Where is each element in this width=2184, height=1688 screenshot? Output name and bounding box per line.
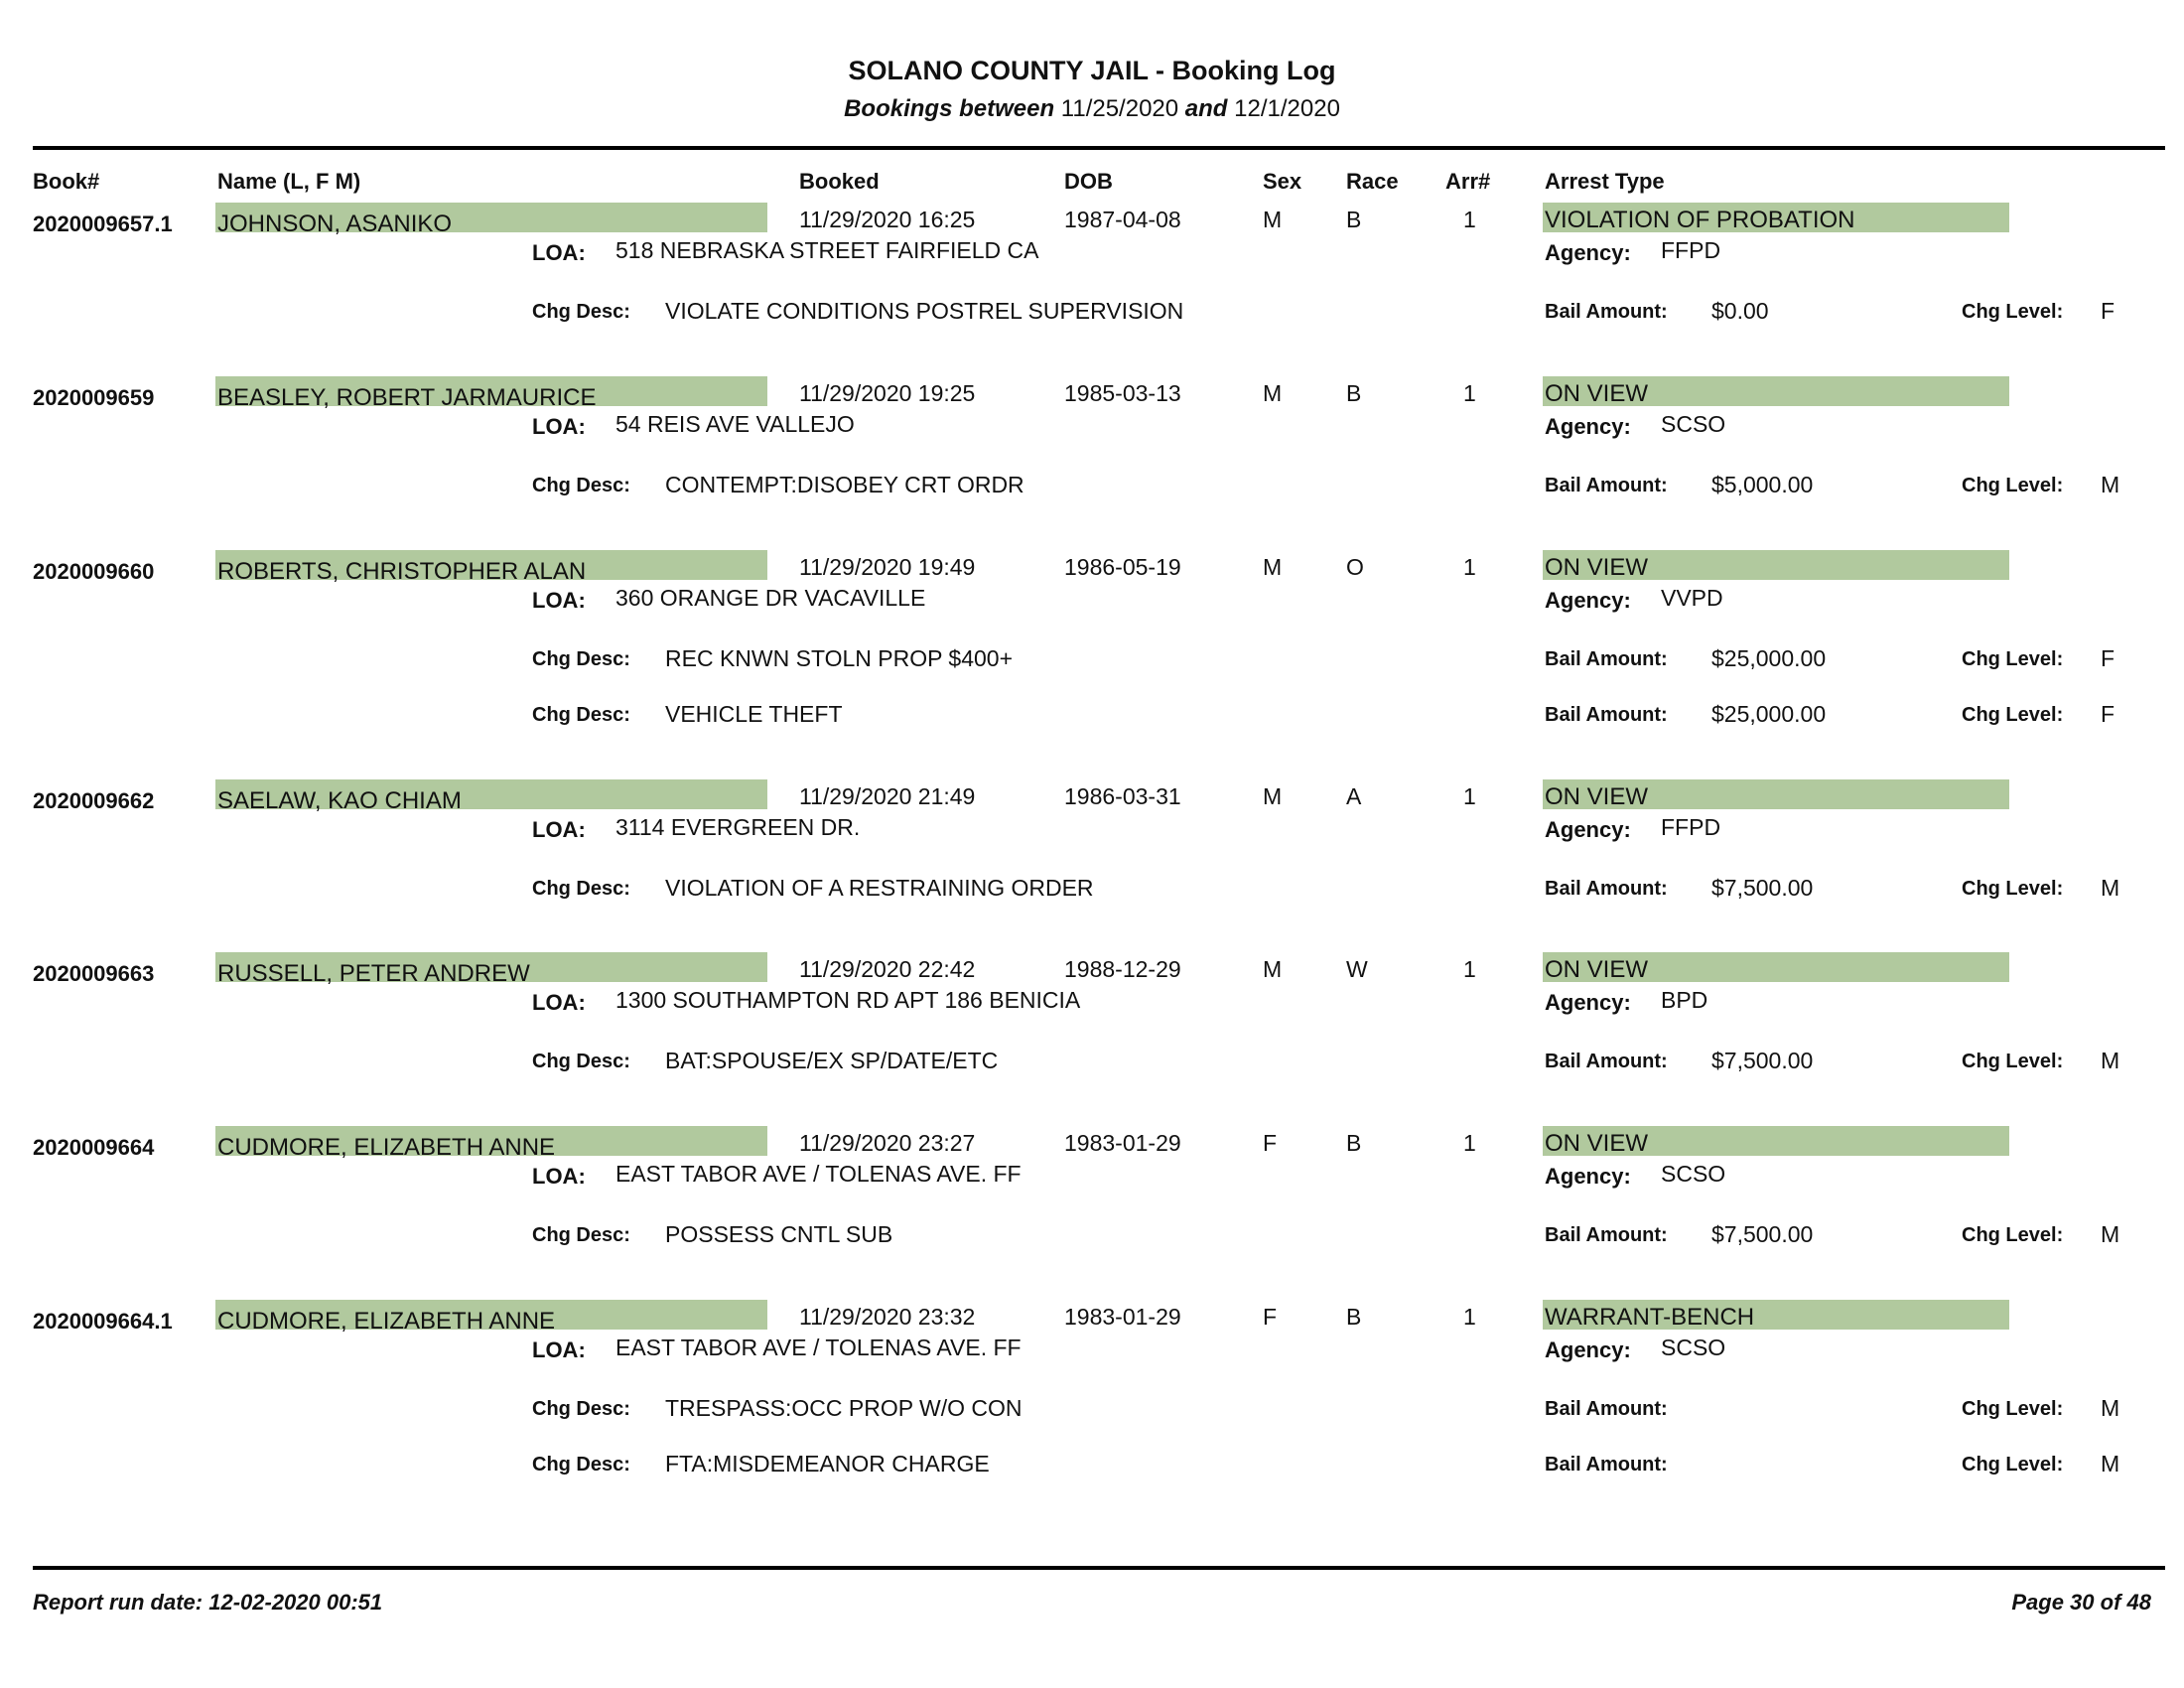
agency-label: Agency: — [1545, 990, 1631, 1015]
loa-label: LOA: — [532, 414, 586, 439]
loa-label: LOA: — [532, 588, 586, 613]
charge-row — [0, 1048, 2184, 1087]
agency-value: VVPD — [1661, 585, 1723, 611]
arrest-type: ON VIEW — [1545, 380, 1649, 407]
sex-value: M — [1263, 783, 1283, 809]
bail-amount: $7,500.00 — [1711, 1221, 1814, 1247]
arrest-count: 1 — [1463, 207, 1476, 232]
charge-level-label: Chg Level: — [1962, 1454, 2064, 1476]
race-value: B — [1346, 207, 1362, 232]
booked-datetime: 11/29/2020 19:49 — [799, 554, 976, 580]
location-of-arrest: 3114 EVERGREEN DR. — [615, 814, 861, 840]
charge-level: M — [2101, 1451, 2120, 1477]
agency-value: SCSO — [1661, 1161, 1726, 1187]
charge-description: FTA:MISDEMEANOR CHARGE — [665, 1451, 990, 1477]
page-number: Page 30 of 48 — [2011, 1590, 2151, 1615]
bail-amount-label: Bail Amount: — [1545, 878, 1668, 900]
booked-datetime: 11/29/2020 16:25 — [799, 207, 976, 232]
date-range-end: 12/1/2020 — [1234, 95, 1340, 122]
charge-description: BAT:SPOUSE/EX SP/DATE/ETC — [665, 1048, 999, 1073]
book-number: 2020009663 — [33, 961, 155, 986]
inmate-name: ROBERTS, CHRISTOPHER ALAN — [217, 558, 587, 585]
book-number: 2020009664 — [33, 1135, 155, 1160]
agency-label: Agency: — [1545, 240, 1631, 265]
race-value: B — [1346, 1304, 1362, 1330]
charge-level-label: Chg Level: — [1962, 648, 2064, 670]
booked-datetime: 11/29/2020 22:42 — [799, 956, 976, 982]
charge-level-label: Chg Level: — [1962, 704, 2064, 726]
agency-label: Agency: — [1545, 1164, 1631, 1189]
date-of-birth: 1983-01-29 — [1064, 1130, 1181, 1156]
arrest-type: VIOLATION OF PROBATION — [1545, 207, 1855, 233]
charge-desc-label: Chg Desc: — [532, 704, 630, 726]
bail-amount-label: Bail Amount: — [1545, 648, 1668, 670]
inmate-name: BEASLEY, ROBERT JARMAURICE — [217, 384, 597, 411]
race-value: B — [1346, 380, 1362, 406]
bail-amount-label: Bail Amount: — [1545, 1051, 1668, 1072]
agency-label: Agency: — [1545, 1337, 1631, 1362]
bail-amount-label: Bail Amount: — [1545, 1398, 1668, 1420]
location-of-arrest: 54 REIS AVE VALLEJO — [615, 411, 855, 437]
loa-label: LOA: — [532, 990, 586, 1015]
col-race: Race — [1346, 169, 1399, 194]
charge-description: POSSESS CNTL SUB — [665, 1221, 893, 1247]
book-number: 2020009662 — [33, 788, 155, 813]
inmate-name: RUSSELL, PETER ANDREW — [217, 960, 530, 987]
report-title: SOLANO COUNTY JAIL - Booking Log — [848, 56, 1336, 85]
charge-level: F — [2101, 645, 2116, 671]
report-run-date: Report run date: 12-02-2020 00:51 — [33, 1590, 383, 1615]
loa-label: LOA: — [532, 817, 586, 842]
date-range-start: 11/25/2020 — [1060, 95, 1179, 122]
race-value: W — [1346, 956, 1368, 982]
location-of-arrest: EAST TABOR AVE / TOLENAS AVE. FF — [615, 1161, 1022, 1187]
charge-description: VIOLATION OF A RESTRAINING ORDER — [665, 875, 1094, 901]
booking-record — [0, 203, 2184, 352]
loa-label: LOA: — [532, 1337, 586, 1362]
date-of-birth: 1988-12-29 — [1064, 956, 1181, 982]
col-sex: Sex — [1263, 169, 1302, 194]
arrest-count: 1 — [1463, 956, 1476, 982]
booked-datetime: 11/29/2020 23:27 — [799, 1130, 976, 1156]
inmate-name: JOHNSON, ASANIKO — [217, 211, 453, 237]
agency-label: Agency: — [1545, 817, 1631, 842]
arrest-type: WARRANT-BENCH — [1545, 1304, 1755, 1331]
charge-desc-label: Chg Desc: — [532, 1454, 630, 1476]
agency-label: Agency: — [1545, 588, 1631, 613]
book-number: 2020009664.1 — [33, 1309, 173, 1334]
charge-row — [0, 1451, 2184, 1490]
col-arrest-type: Arrest Type — [1545, 169, 1665, 194]
agency-value: SCSO — [1661, 1335, 1726, 1360]
date-of-birth: 1983-01-29 — [1064, 1304, 1181, 1330]
sex-value: F — [1263, 1304, 1278, 1330]
race-value: B — [1346, 1130, 1362, 1156]
location-of-arrest: 360 ORANGE DR VACAVILLE — [615, 585, 926, 611]
bail-amount-label: Bail Amount: — [1545, 1454, 1668, 1476]
col-arr: Arr# — [1445, 169, 1491, 194]
charge-row — [0, 1395, 2184, 1435]
charge-desc-label: Chg Desc: — [532, 301, 630, 323]
arrest-count: 1 — [1463, 1304, 1476, 1330]
booked-datetime: 11/29/2020 23:32 — [799, 1304, 976, 1330]
charge-description: VEHICLE THEFT — [665, 701, 843, 727]
inmate-name: SAELAW, KAO CHIAM — [217, 787, 462, 814]
booking-record — [0, 952, 2184, 1101]
sex-value: F — [1263, 1130, 1278, 1156]
charge-desc-label: Chg Desc: — [532, 1051, 630, 1072]
charge-row — [0, 298, 2184, 338]
arrest-count: 1 — [1463, 1130, 1476, 1156]
bail-amount: $0.00 — [1711, 298, 1769, 324]
race-value: O — [1346, 554, 1364, 580]
arrest-type: ON VIEW — [1545, 554, 1649, 581]
bail-amount-label: Bail Amount: — [1545, 1224, 1668, 1246]
charge-desc-label: Chg Desc: — [532, 1224, 630, 1246]
booking-record — [0, 779, 2184, 928]
bail-amount: $25,000.00 — [1711, 701, 1827, 727]
charge-desc-label: Chg Desc: — [532, 475, 630, 496]
booked-datetime: 11/29/2020 21:49 — [799, 783, 976, 809]
charge-row — [0, 1221, 2184, 1261]
agency-value: SCSO — [1661, 411, 1726, 437]
charge-level: M — [2101, 1395, 2120, 1421]
date-range-and: and — [1184, 95, 1228, 122]
col-booked: Booked — [799, 169, 880, 194]
charge-level-label: Chg Level: — [1962, 1398, 2064, 1420]
charge-row — [0, 645, 2184, 685]
arrest-count: 1 — [1463, 380, 1476, 406]
agency-value: FFPD — [1661, 237, 1721, 263]
book-number: 2020009657.1 — [33, 211, 173, 236]
charge-level-label: Chg Level: — [1962, 1051, 2064, 1072]
date-of-birth: 1987-04-08 — [1064, 207, 1181, 232]
loa-label: LOA: — [532, 240, 586, 265]
charge-row — [0, 472, 2184, 511]
bail-amount-label: Bail Amount: — [1545, 704, 1668, 726]
inmate-name: CUDMORE, ELIZABETH ANNE — [217, 1134, 556, 1161]
bail-amount-label: Bail Amount: — [1545, 301, 1668, 323]
arrest-count: 1 — [1463, 783, 1476, 809]
charge-level-label: Chg Level: — [1962, 475, 2064, 496]
charge-level-label: Chg Level: — [1962, 1224, 2064, 1246]
book-number: 2020009659 — [33, 385, 155, 410]
charge-description: REC KNWN STOLN PROP $400+ — [665, 645, 1014, 671]
charge-level: F — [2101, 298, 2116, 324]
charge-desc-label: Chg Desc: — [532, 878, 630, 900]
report-date-range — [0, 95, 2184, 123]
bottom-divider — [33, 1566, 2165, 1570]
charge-description: TRESPASS:OCC PROP W/O CON — [665, 1395, 1023, 1421]
charge-desc-label: Chg Desc: — [532, 1398, 630, 1420]
charge-level: M — [2101, 472, 2120, 497]
charge-level: M — [2101, 875, 2120, 901]
top-divider — [33, 146, 2165, 150]
location-of-arrest: 1300 SOUTHAMPTON RD APT 186 BENICIA — [615, 987, 1081, 1013]
book-number: 2020009660 — [33, 559, 155, 584]
booking-record — [0, 550, 2184, 727]
booked-datetime: 11/29/2020 19:25 — [799, 380, 976, 406]
agency-value: BPD — [1661, 987, 1708, 1013]
bail-amount: $7,500.00 — [1711, 875, 1814, 901]
agency-value: FFPD — [1661, 814, 1721, 840]
arrest-count: 1 — [1463, 554, 1476, 580]
charge-level-label: Chg Level: — [1962, 878, 2064, 900]
date-of-birth: 1986-03-31 — [1064, 783, 1181, 809]
bail-amount: $25,000.00 — [1711, 645, 1827, 671]
charge-row — [0, 701, 2184, 741]
col-book: Book# — [33, 169, 100, 194]
location-of-arrest: EAST TABOR AVE / TOLENAS AVE. FF — [615, 1335, 1022, 1360]
sex-value: M — [1263, 956, 1283, 982]
charge-desc-label: Chg Desc: — [532, 648, 630, 670]
location-of-arrest: 518 NEBRASKA STREET FAIRFIELD CA — [615, 237, 1039, 263]
inmate-name: CUDMORE, ELIZABETH ANNE — [217, 1308, 556, 1335]
bail-amount: $7,500.00 — [1711, 1048, 1814, 1073]
sex-value: M — [1263, 207, 1283, 232]
charge-description: CONTEMPT:DISOBEY CRT ORDR — [665, 472, 1024, 497]
date-of-birth: 1986-05-19 — [1064, 554, 1181, 580]
arrest-type: ON VIEW — [1545, 1130, 1649, 1157]
sex-value: M — [1263, 380, 1283, 406]
booking-record — [0, 1126, 2184, 1275]
charge-level: M — [2101, 1221, 2120, 1247]
agency-label: Agency: — [1545, 414, 1631, 439]
bail-amount-label: Bail Amount: — [1545, 475, 1668, 496]
bail-amount: $5,000.00 — [1711, 472, 1814, 497]
loa-label: LOA: — [532, 1164, 586, 1189]
booking-record — [0, 376, 2184, 525]
charge-description: VIOLATE CONDITIONS POSTREL SUPERVISION — [665, 298, 1184, 324]
arrest-type: ON VIEW — [1545, 783, 1649, 810]
arrest-type: ON VIEW — [1545, 956, 1649, 983]
booking-record — [0, 1300, 2184, 1477]
date-of-birth: 1985-03-13 — [1064, 380, 1181, 406]
charge-level-label: Chg Level: — [1962, 301, 2064, 323]
race-value: A — [1346, 783, 1362, 809]
sex-value: M — [1263, 554, 1283, 580]
charge-level: F — [2101, 701, 2116, 727]
charge-level: M — [2101, 1048, 2120, 1073]
col-name: Name (L, F M) — [217, 169, 361, 194]
date-range-prefix: Bookings between — [844, 95, 1055, 122]
col-dob: DOB — [1064, 169, 1113, 194]
charge-row — [0, 875, 2184, 914]
